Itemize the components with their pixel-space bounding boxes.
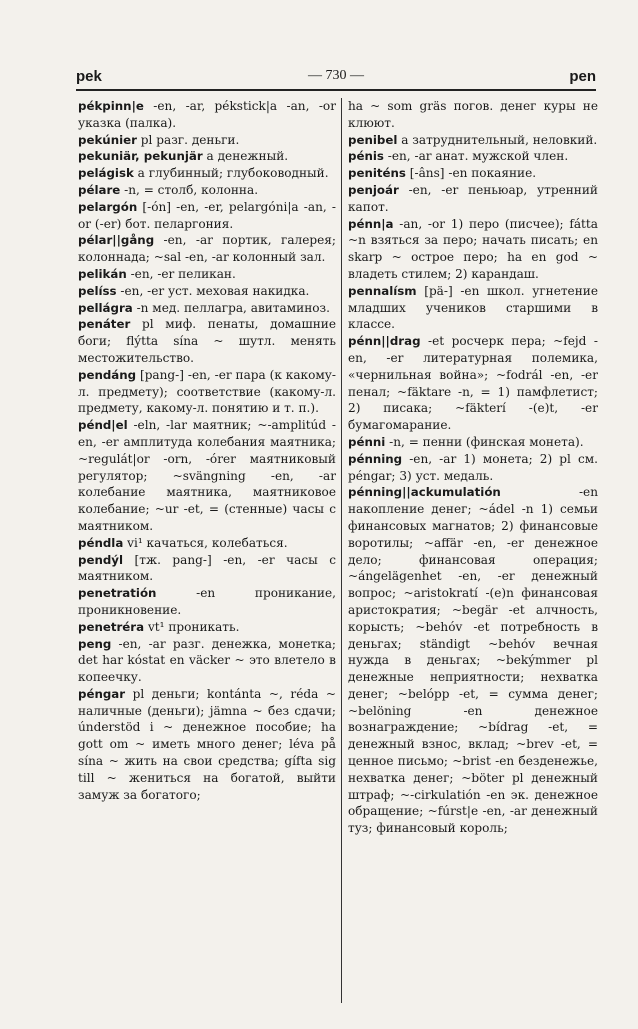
- dictionary-entry: pelargón [-ón] -en, -er, pelargóni|a -an, -or (-er) бот. пеларгония.: [78, 199, 336, 231]
- dictionary-entry: penibel a затруднительный, неловкий.: [348, 132, 598, 147]
- column-divider: [341, 98, 342, 1003]
- dictionary-entry: pelikán -en, -er пеликан.: [78, 266, 236, 281]
- dictionary-entry: pelágisk a глубинный; глубоководный.: [78, 166, 329, 181]
- dictionary-entry: pénis -en, -ar анат. мужской член.: [348, 149, 569, 164]
- dictionary-entry: peniténs [-âns] -en покаяние.: [348, 166, 537, 181]
- dictionary-entry: pendáng [pang-] -en, -er пара (к какому-л. предмету); соответствие (какому-л. предмету, какому-л. понятию и т. п.).: [78, 367, 336, 416]
- dictionary-entry: pénning -en, -ar 1) монета; 2) pl см. péngar; 3) уст. медаль.: [348, 451, 598, 483]
- dictionary-entry: penetréra vt¹ проникать.: [78, 619, 240, 634]
- header-rule: [76, 89, 596, 91]
- dictionary-entry: peng -en, -ar разг. денежка, монетка; det har kóstat en väcker ~ это влетело в копеечку.: [78, 636, 336, 685]
- dictionary-entry: pénn|a -an, -or 1) перо (писчее); fátta ~n взяться за перо; начать писать; en skarp ~ острое перо; ha en god ~ владеть стилем; 2) карандаш.: [348, 216, 598, 281]
- dictionary-entry: pélare -n, = столб, колонна.: [78, 182, 259, 197]
- dictionary-entry: pénn||drag -et росчерк пера; ~fejd -en, -er литературная полемика, «чернильная война»; ~fodrál -en, -er пенал; ~fäktare -n, = 1) памфлетист; 2) писака; ~fäkterí -(e)t, -er бумагомарание.: [348, 334, 598, 433]
- dictionary-entry: péngar pl деньги; kontánta ~, réda ~ наличные (деньги); jämna ~ без сдачи; únderstöd i ~ денежное пособие; ha gott om ~ иметь много денег; léva på sína ~ жить на свои средства; gífta sig till ~ жениться на богатой, выйти замуж за богатого;: [78, 686, 336, 802]
- left-guide-word: pek: [76, 68, 102, 85]
- left-column: [78, 98, 336, 1009]
- dictionary-entry: pendýl [тж. pang-] -en, -er часы с маятником.: [78, 552, 336, 584]
- dictionary-entry: pennalísm [pä-] -en школ. угнетение младших учеников старшими в классе.: [348, 283, 598, 332]
- dictionary-entry: ha ~ som gräs погов. денег куры не клюют.: [348, 99, 598, 130]
- dictionary-entry: pékpinn|e -en, -ar, pékstick|a -an, -or указка (палка).: [78, 99, 336, 130]
- dictionary-entry: pellágra -n мед. пеллагра, авитаминоз.: [78, 300, 330, 315]
- right-column: [348, 98, 598, 1009]
- dictionary-entry: pekuniär, pekunjär a денежный.: [78, 149, 289, 164]
- dictionary-entry: pelíss -en, -er уст. меховая накидка.: [78, 283, 310, 298]
- dictionary-entry: pénd|el -eln, -lar маятник; ~-amplitúd -en, -er амплитуда колебания маятника; ~regulát|or -orn, -órer маятниковый регулятор; ~svängning -en, -ar колебание маятника, маятниковое колебание; ~ur -et, = (стенные) часы с маятником.: [78, 418, 336, 533]
- dictionary-entry: penjoár -en, -er пеньюар, утренний капот.: [348, 182, 598, 214]
- dictionary-entry: pénning||ackumulatión -en накопление денег; ~ádel -n 1) семьи финансовых магнатов; 2) финансовые воротилы; ~affär -en, -er денежное дело; финансовая операция; ~ángelägenhet -en, -er денежный вопрос; ~aristokratí -(e)n финансовая аристократия; ~begär -et алчность, корысть; ~behóv -et потребность в деньгах; ständigt ~behóv вечная нужда в деньгах; ~bekýmmer pl денежные неприятности; нехватка денег; ~belópp -et, = сумма денег; ~belöning -en денежное вознаграждение; ~bídrag -et, = денежный взнос, вклад; ~brev -et, = ценное письмо; ~brist -en безденежье, нехватка денег; ~böter pl денежный штраф; ~-cirkulatión -en эк. денежное обращение; ~fúrst|e -en, -ar денежный туз; финансовый король;: [348, 485, 598, 836]
- dictionary-entry: penetratión -en проникание, проникновение.: [78, 586, 336, 617]
- page-number: — 730 —: [308, 68, 364, 83]
- dictionary-entry: penáter pl миф. пенаты, домашние боги; flýtta sína ~ шутл. менять местожительство.: [78, 317, 336, 365]
- right-guide-word: pen: [569, 68, 596, 85]
- page-header: [76, 62, 596, 90]
- dictionary-entry: pénni -n, = пенни (финская монета).: [348, 434, 584, 449]
- dictionary-entry: pélar||gång -en, -ar портик, галерея; колоннада; ~sal -en, -ar колонный зал.: [78, 233, 336, 265]
- dictionary-entry: pekúnier pl разг. деньги.: [78, 132, 240, 147]
- dictionary-entry: péndla vi¹ качаться, колебаться.: [78, 535, 288, 550]
